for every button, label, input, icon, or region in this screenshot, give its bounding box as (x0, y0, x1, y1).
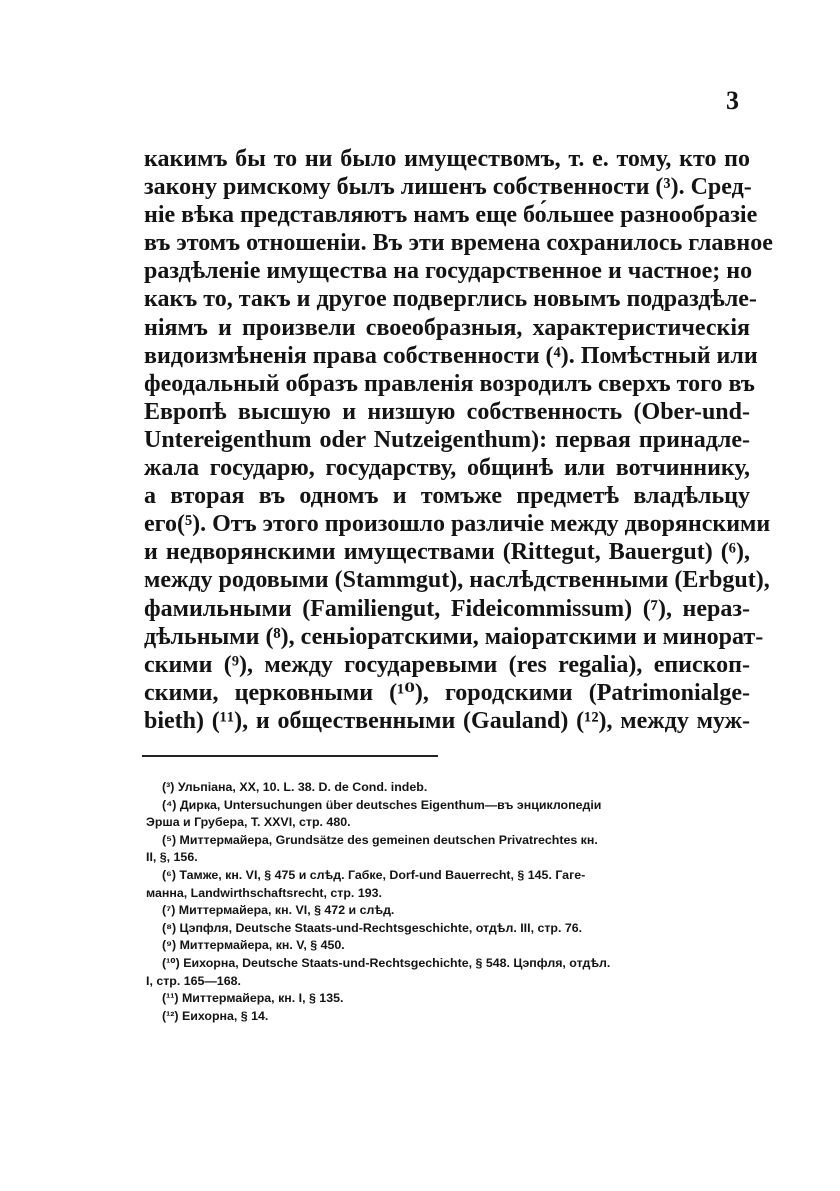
footnote-line: (³) Ульпіана, XX, 10. L. 38. D. de Cond. indeb. (162, 780, 428, 794)
footnote-line: (⁶) Тамже, кн. VI, § 475 и слѣд. Габке, Dorf-und Bauerrecht, § 145. Гаге- (162, 867, 586, 882)
body-line: жала государю, государству, общинѣ или вотчиннику, (144, 455, 750, 482)
footnote-divider (142, 755, 438, 757)
body-line: его(⁵). Отъ этого произошло различіе между дворянскими (144, 511, 771, 538)
footnote-line: II, §, 156. (146, 850, 198, 865)
body-line: видоизмѣненія права собственности (⁴). Помѣстный или (144, 342, 758, 369)
footnotes (146, 779, 750, 1025)
footnote-line: (¹²) Еихорна, § 14. (162, 1008, 269, 1023)
body-line: въ этомъ отношеніи. Въ эти времена сохранилось главное (144, 230, 773, 257)
page-number: 3 (726, 86, 739, 115)
footnote-line: (⁷) Миттермайера, кн. VI, § 472 и слѣд. (162, 903, 395, 918)
body-line: какъ то, такъ и другое подверглись новымъ подраздѣле- (144, 286, 757, 313)
body-line: и недворянскими имуществами (Rittegut, Bauergut) (⁶), (144, 539, 750, 566)
footnote-line: манна, Landwirthschaftsrecht, стр. 193. (146, 885, 382, 900)
footnote-line: I, стр. 165—168. (146, 973, 241, 988)
footnote-line: (¹¹) Миттермайера, кн. I, § 135. (162, 991, 344, 1006)
footnote-line: (⁹) Миттермайера, кн. V, § 450. (162, 938, 345, 953)
footnote-line: Эрша и Грубера, Т. XXVI, стр. 480. (146, 815, 351, 830)
body-text (144, 145, 773, 735)
footnote-line: (⁴) Дирка, Untersuchungen über deutsches Eigenthum—въ энциклопедіи (162, 797, 602, 812)
body-line: дѣльными (⁸), сеньіоратскими, маіоратскими и минорат- (144, 623, 764, 650)
body-line: раздѣленіе имущества на государственное и частное; но (144, 258, 753, 285)
body-line: между родовыми (Stammgut), наслѣдственными (Erbgut), (144, 567, 770, 594)
body-line: скими, церковными (¹⁰), городскими (Patrimonialge- (144, 679, 750, 706)
body-line: Untereigenthum oder Nutzeigenthum): первая принадле- (144, 426, 750, 453)
body-line: ніе вѣка представляютъ намъ еще бо́льшее разнообразіе (144, 202, 758, 229)
footnote-line: (⁵) Миттермайера, Grundsätze des gemeinen deutschen Privatrechtes кн. (162, 832, 598, 847)
body-line: закону римскому былъ лишенъ собственности (³). Сред- (144, 174, 752, 201)
body-line: bieth) (¹¹), и общественными (Gauland) (¹²), между муж- (144, 707, 750, 734)
body-line: а вторая въ одномъ и томъже предметѣ владѣльцу (144, 483, 750, 510)
footnote-line: (¹⁰) Еихорна, Deutsche Staats-und-Rechtsgechichte, § 548. Цэпфля, отдѣл. (162, 955, 611, 970)
body-line: феодальный образъ правленія возродилъ сверхъ того въ (144, 370, 755, 397)
body-line: ніямъ и произвели своеобразныя, характеристическія (144, 314, 750, 341)
body-line: скими (⁹), между государевыми (res regalia), епископ- (144, 651, 750, 678)
footnote-line: (⁸) Цэпфля, Deutsche Staats-und-Rechtsgeschichte, отдѣл. III, стр. 76. (162, 920, 583, 935)
body-line: какимъ бы то ни было имуществомъ, т. е. тому, кто по (144, 146, 750, 172)
body-line: Европѣ высшую и низшую собственность (Ober-und- (144, 398, 750, 425)
body-line: фамильными (Familiengut, Fideicommissum) (⁷), нераз- (144, 595, 750, 622)
